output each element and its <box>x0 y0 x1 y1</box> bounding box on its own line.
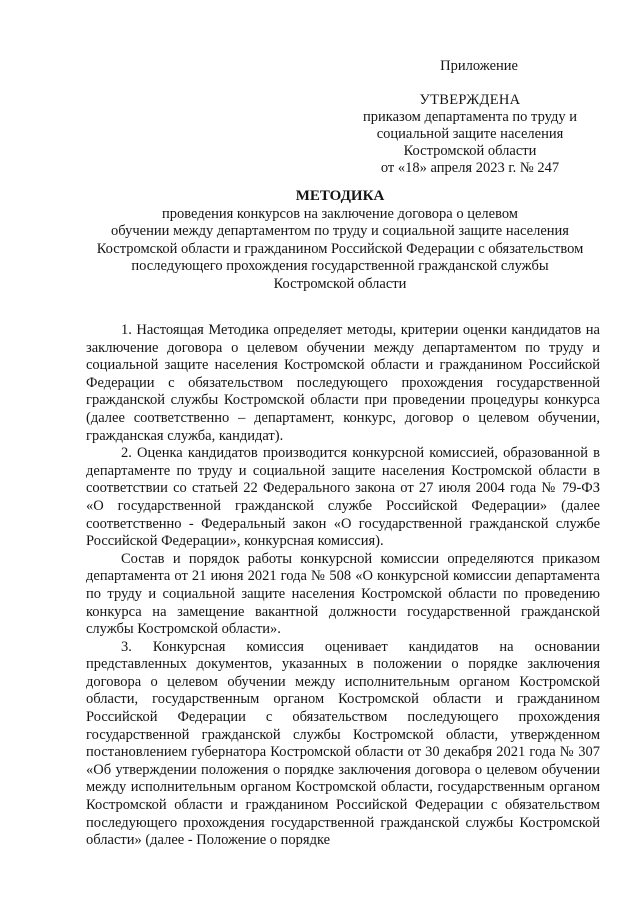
subtitle-line-5: Костромской области <box>273 275 407 292</box>
subtitle-line-1: проведения конкурсов на заключение договора о целевом <box>162 205 518 222</box>
paragraph-2: 2. Оценка кандидатов производится конкурсной комиссией, образованной в департаменте по труду и социальной защите населения Костромской области в соответствии со статьей 22 Федерального закона от 27 июля 2004 года № 79-ФЗ «О государственной гражданской службе Российской Федерации» (далее соответственно - Федеральный закон «О государственной гражданской службе Российской Федерации», конкурсная комиссия). <box>86 445 600 550</box>
subtitle-line-3: Костромской области и гражданином Российской Федерации с обязательством <box>96 240 584 257</box>
approval-line-2: социальной защите населения <box>376 126 564 142</box>
approval-date-number: от «18» апреля 2023 г. № 247 <box>380 160 560 176</box>
document-title: МЕТОДИКА <box>295 188 385 204</box>
subtitle-line-4: последующего прохождения государственной гражданской службы <box>131 258 549 274</box>
document-body <box>86 322 600 850</box>
approved-heading: УТВЕРЖДЕНА <box>419 92 521 108</box>
document-title-block <box>70 188 610 293</box>
paragraph-1: 1. Настоящая Методика определяет методы, критерии оценки кандидатов на заключение договора о целевом обучении между департаментом по труду и социальной защите населения Костромской области и гражданином Российской Федерации с обязательством последующего прохождения государственной гражданской службы Костромской области при проведении процедуры конкурса (далее соответственно – департамент, конкурс, договор о целевом обучении, гражданская служба, кандидат). <box>86 322 600 444</box>
approval-line-3: Костромской области <box>403 143 537 159</box>
subtitle-line-2: обучении между департаментом по труду и социальной защите населения <box>111 223 569 239</box>
approval-line-1: приказом департамента по труду и <box>363 109 577 125</box>
paragraph-4: 3. Конкурсная комиссия оценивает кандидатов на основании представленных документов, указанных в положении о порядке заключения договора о целевом обучении между исполнительным органом Костромской области, государственным органом Костромской области и гражданином Российской Федерации с обязательством последующего прохождения государственной гражданской службы Костромской области, утвержденном постановлением губернатора Костромской области от 30 декабря 2021 года № 307 «Об утверждении положения о порядке заключения договора о целевом обучении между исполнительным органом Костромской области, государственным органом Костромской области и гражданином Российской Федерации с обязательством последующего прохождения государственной гражданской службы Костромской области» (далее - Положение о порядке <box>86 638 600 849</box>
appendix-label: Приложение <box>440 58 518 74</box>
paragraph-3: Состав и порядок работы конкурсной комиссии определяются приказом департамента от 21 июня 2021 года № 508 «О конкурсной комиссии департамента по труду и социальной защите населения Костромской области по проведению конкурса на замещение вакантной должности государственной гражданской службы Костромской области». <box>86 550 600 638</box>
approval-stamp <box>340 58 600 177</box>
